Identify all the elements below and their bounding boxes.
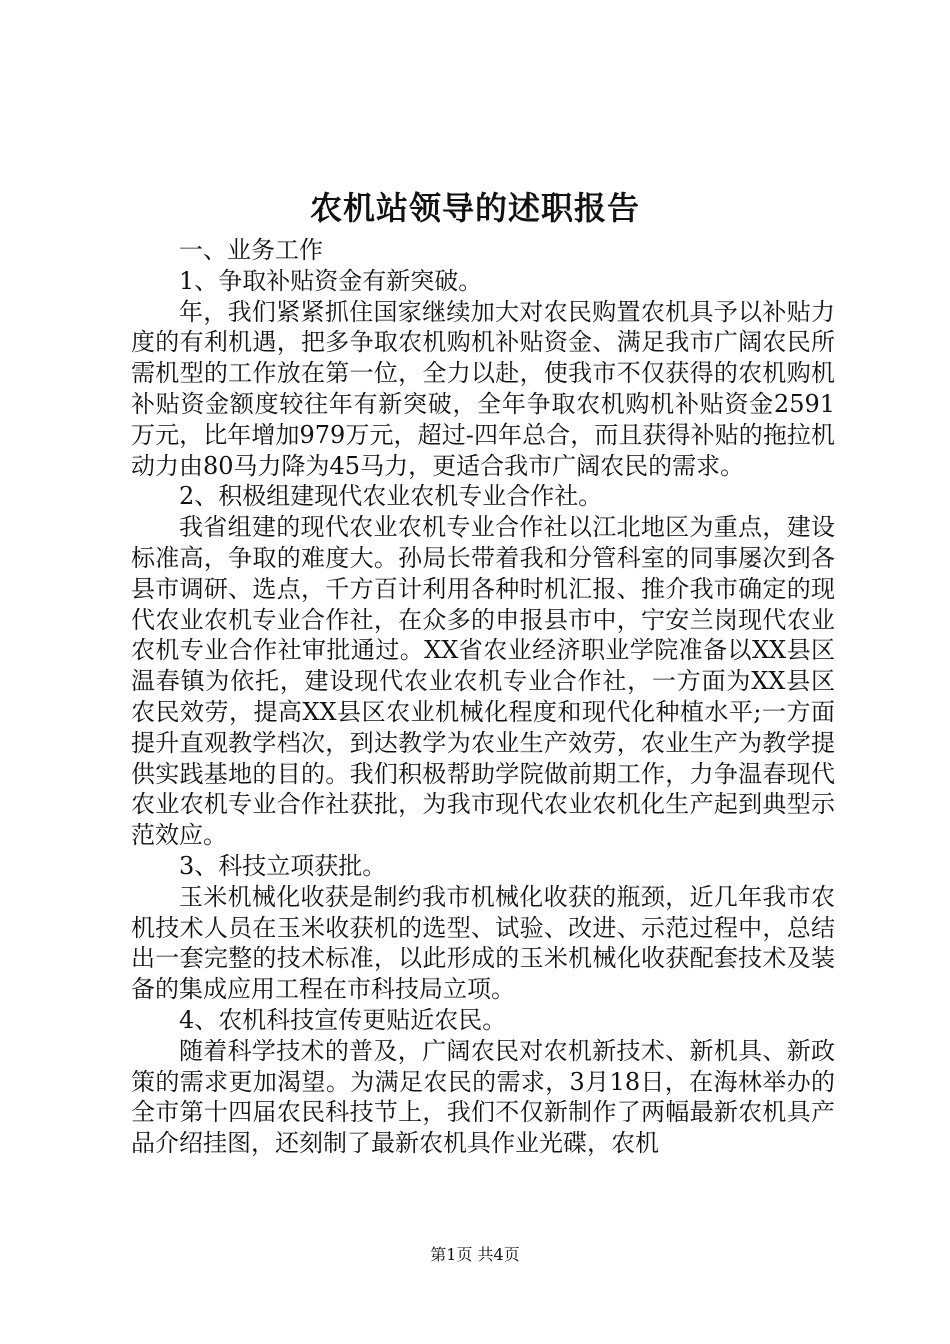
subheading: 2、积极组建现代农业农机专业合作社。 <box>179 482 603 511</box>
subheading: 3、科技立项获批。 <box>179 851 387 880</box>
subheading: 1、争取补贴资金有新突破。 <box>179 266 483 295</box>
subheading: 4、农机科技宣传更贴近农民。 <box>179 1005 507 1034</box>
paragraph: 玉米机械化收获是制约我市机械化收获的瓶颈，近几年我市农机技术人员在玉米收获机的选型、试验、改进、示范过程中，总结出一套完整的技术标准，以此形成的玉米机械化收获配套技术及装备的集成应用工程在市科技局立项。 <box>131 882 835 1004</box>
document-body <box>131 235 835 1159</box>
paragraph: 我省组建的现代农业农机专业合作社以江北地区为重点，建设标准高，争取的难度大。孙局长带着我和分管科室的同事屡次到各县市调研、选点，千方百计利用各种时机汇报、推介我市确定的现代农业农机专业合作社，在众多的申报县市中，宁安兰岗现代农业农机专业合作社审批通过。XX省农业经济职业学院准备以XX县区温春镇为依托，建设现代农业农机专业合作社，一方面为XX县区农民效劳，提高XX县区农业机械化程度和现代化种植水平;一方面提升直观教学档次，到达教学为农业生产效劳，农业生产为教学提供实践基地的目的。我们积极帮助学院做前期工作，力争温春现代农业农机专业合作社获批，为我市现代农业农机化生产起到典型示范效应。 <box>131 513 835 850</box>
section-heading: 一、业务工作 <box>179 236 323 264</box>
page-footer: 第1页 共4页 <box>430 1245 520 1264</box>
paragraph: 年，我们紧紧抓住国家继续加大对农民购置农机具予以补贴力度的有利机遇，把多争取农机购机补贴资金、满足我市广阔农民所需机型的工作放在第一位，全力以赴，使我市不仅获得的农机购机补贴资金额度较往年有新突破，全年争取农机购机补贴资金2591万元，比年增加979万元，超过-四年总合，而且获得补贴的拖拉机动力由80马力降为45马力，更适合我市广阔农民的需求。 <box>131 297 835 480</box>
paragraph: 随着科学技术的普及，广阔农民对农机新技术、新机具、新政策的需求更加渴望。为满足农民的需求，3月18日，在海林举办的全市第十四届农民科技节上，我们不仅新制作了两幅最新农机具产品介绍挂图，还刻制了最新农机具作业光碟，农机 <box>131 1036 835 1158</box>
document-title: 农机站领导的述职报告 <box>309 189 640 227</box>
